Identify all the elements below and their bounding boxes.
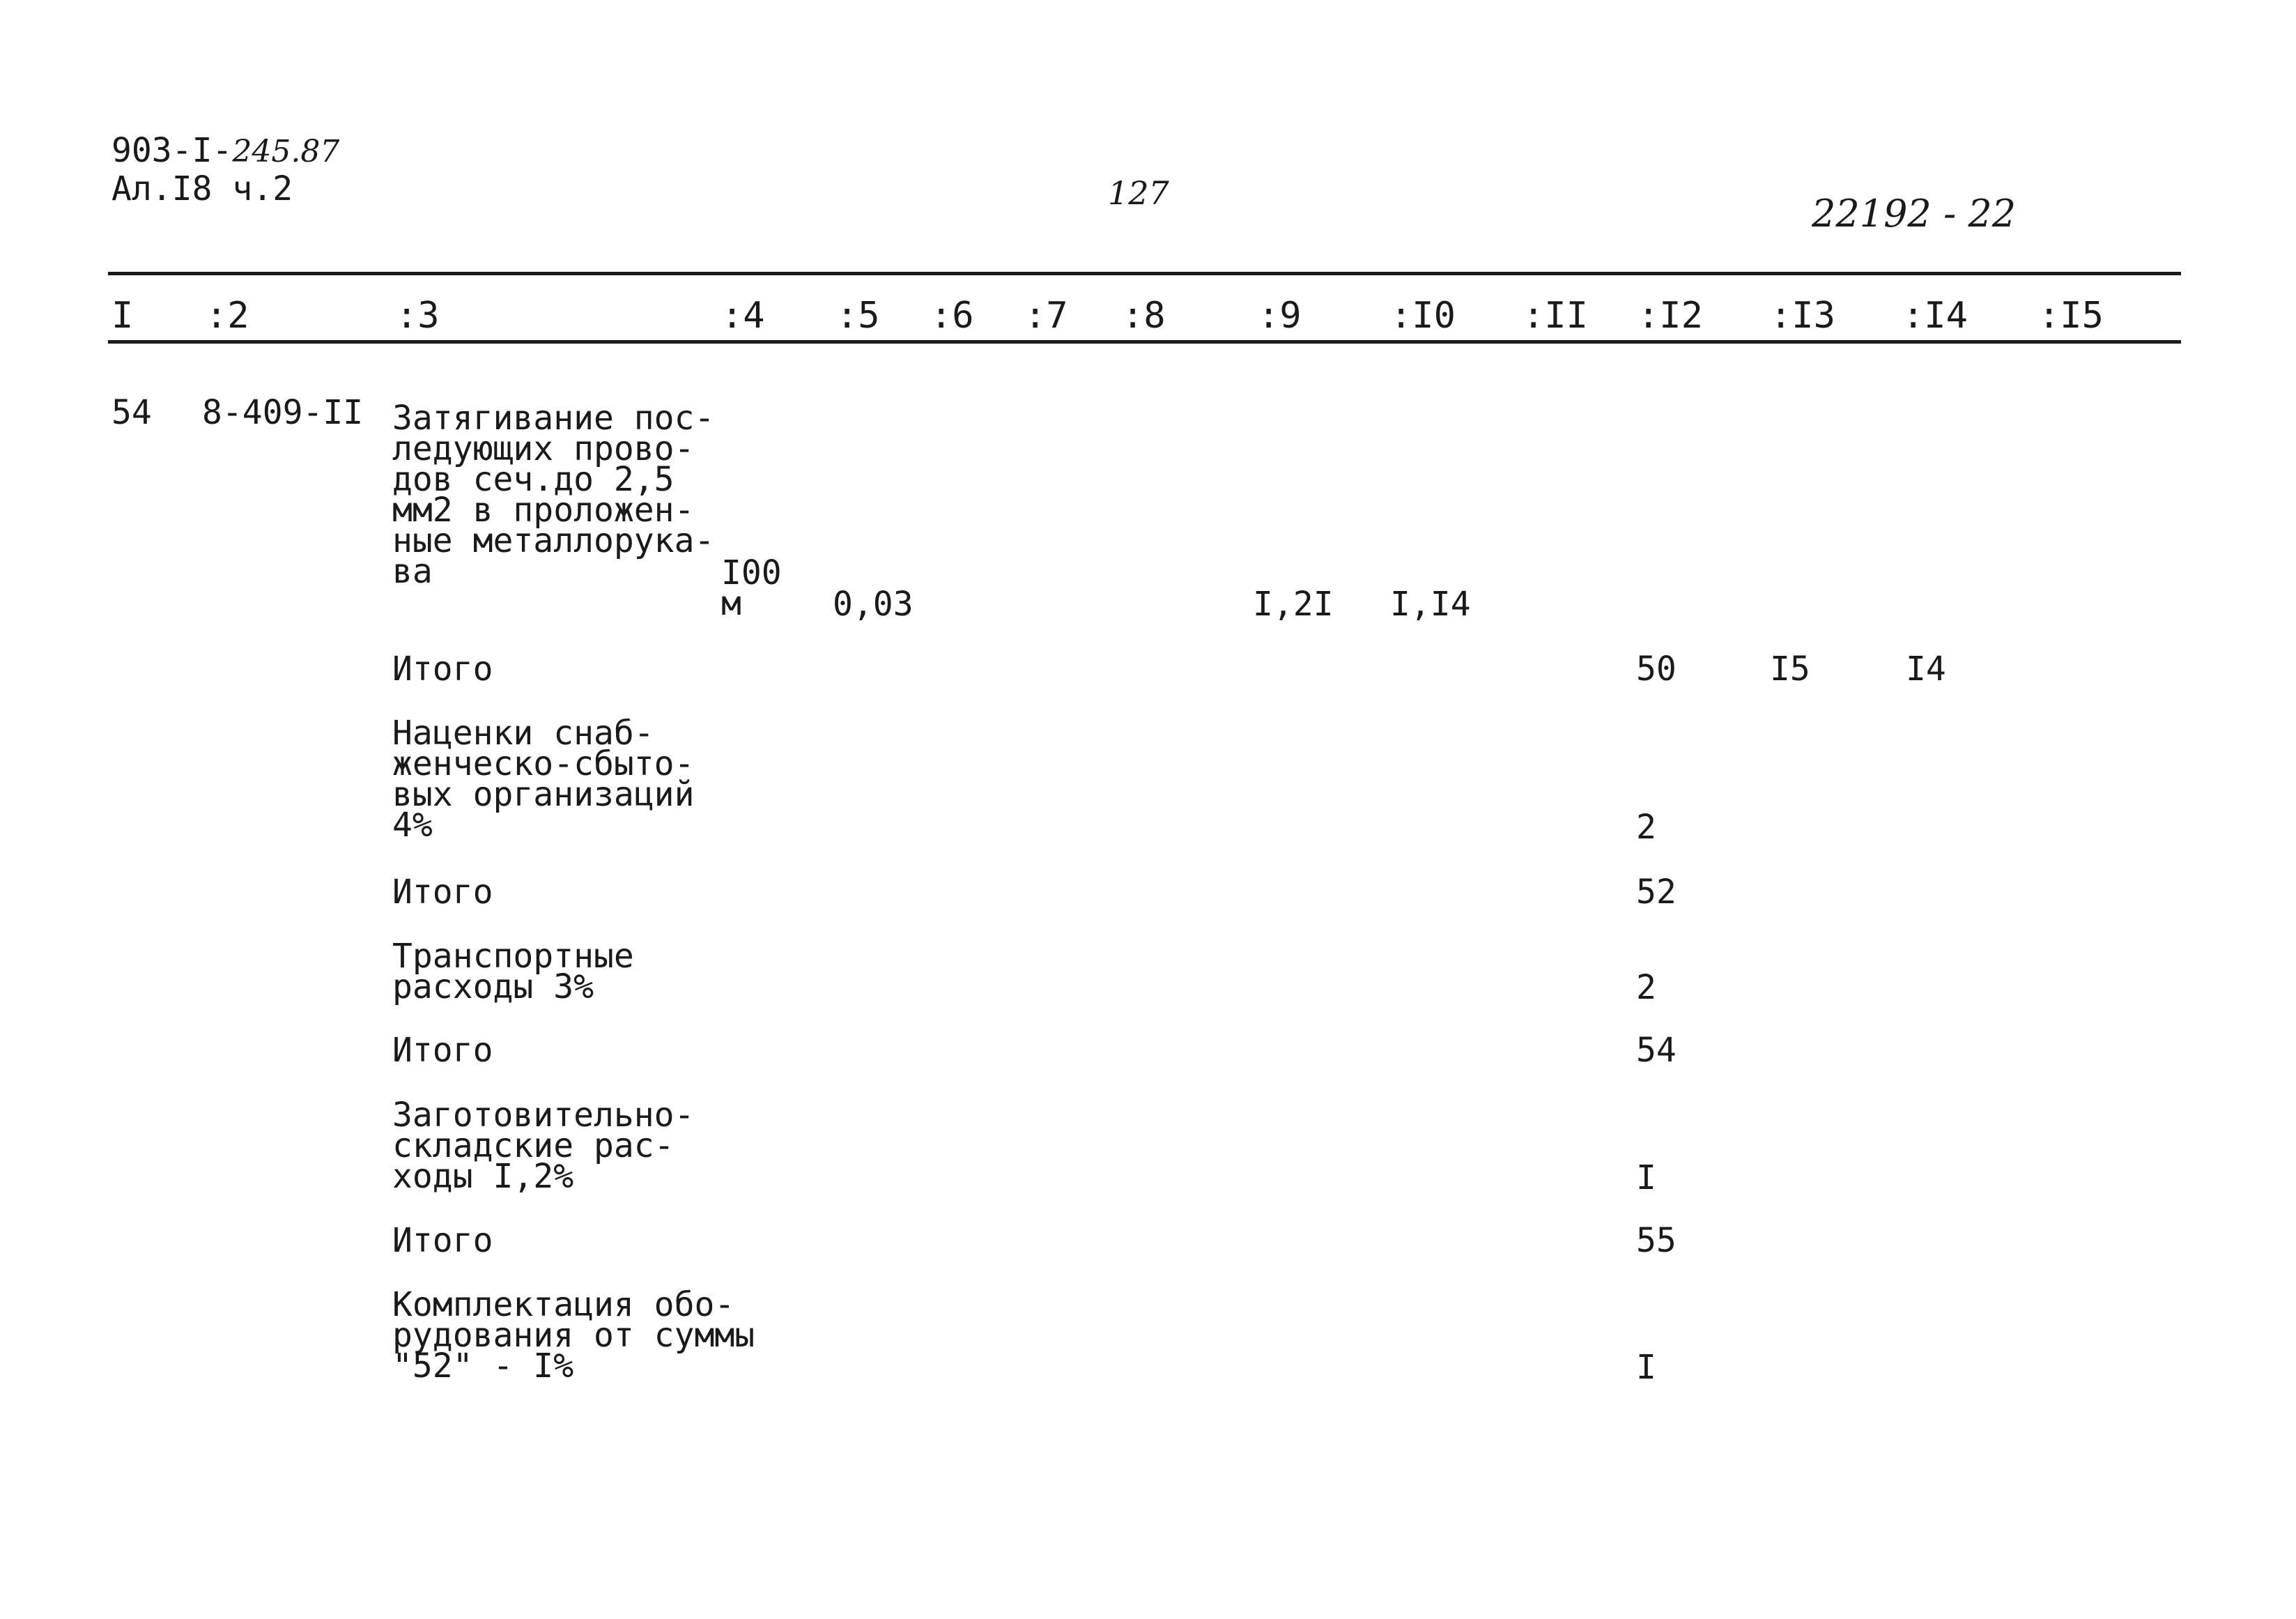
document-number: 22192 - 22 bbox=[1812, 192, 2017, 236]
row-value-col12: 54 bbox=[1636, 1031, 1677, 1070]
column-header-7: :7 bbox=[1024, 295, 1068, 337]
row-label: Комплектация обо- рудования от суммы "52" - I% bbox=[392, 1285, 755, 1386]
row-value-col12: 2 bbox=[1636, 968, 1656, 1007]
item-quantity: 0,03 bbox=[833, 585, 914, 624]
item-code: 8-409-II bbox=[202, 393, 364, 432]
column-header-13: :I3 bbox=[1770, 295, 1835, 337]
row-label: Итого bbox=[392, 1031, 493, 1070]
document-code-handwritten: 245.87 bbox=[232, 134, 340, 169]
column-header-8: :8 bbox=[1122, 295, 1166, 337]
column-header-4: :4 bbox=[721, 295, 765, 337]
column-header-5: :5 bbox=[836, 295, 880, 337]
row-label: Транспортные расходы 3% bbox=[392, 937, 634, 1006]
column-header-14: :I4 bbox=[1902, 295, 1968, 337]
header-rule-top bbox=[108, 272, 2181, 275]
item-col10: I,I4 bbox=[1390, 585, 1471, 624]
column-header-6: :6 bbox=[930, 295, 974, 337]
row-value-col14: I4 bbox=[1906, 650, 1946, 689]
row-value-col12: 2 bbox=[1636, 808, 1656, 847]
row-value-col12: 50 bbox=[1636, 650, 1677, 689]
column-header-10: :I0 bbox=[1390, 295, 1456, 337]
row-label: Наценки снаб- женческо-сбыто- вых организаций 4% bbox=[392, 714, 695, 845]
item-col9: I,2I bbox=[1253, 585, 1334, 624]
row-label: Заготовительно- складские рас- ходы I,2% bbox=[392, 1096, 695, 1196]
column-header-12: :I2 bbox=[1638, 295, 1703, 337]
column-header-3: :3 bbox=[396, 295, 440, 337]
row-value-col13: I5 bbox=[1770, 650, 1810, 689]
item-number: 54 bbox=[111, 393, 152, 432]
column-header-1: I bbox=[111, 295, 134, 337]
row-label: Итого bbox=[392, 1221, 493, 1260]
document-code-printed: 903-I- bbox=[111, 131, 233, 170]
sheet-label: Ал.I8 ч.2 bbox=[111, 169, 293, 208]
row-label: Итого bbox=[392, 873, 493, 912]
column-header-2: :2 bbox=[206, 295, 249, 337]
row-value-col12: 55 bbox=[1636, 1221, 1677, 1260]
header-rule-bottom bbox=[108, 340, 2181, 344]
column-header-15: :I5 bbox=[2038, 295, 2104, 337]
row-value-col12: I bbox=[1636, 1158, 1656, 1197]
row-label: Итого bbox=[392, 650, 493, 689]
page-number: 127 bbox=[1108, 174, 1169, 212]
item-description: Затягивание пос- ледующих прово- дов сеч.до 2,5 мм2 в проложен- ные металлорука- ва bbox=[392, 399, 715, 591]
column-header-11: :II bbox=[1523, 295, 1588, 337]
document-code bbox=[111, 132, 339, 170]
row-value-col12: I bbox=[1636, 1348, 1656, 1387]
item-unit: I00 м bbox=[721, 553, 782, 623]
column-header-9: :9 bbox=[1258, 295, 1302, 337]
row-value-col12: 52 bbox=[1636, 873, 1677, 912]
